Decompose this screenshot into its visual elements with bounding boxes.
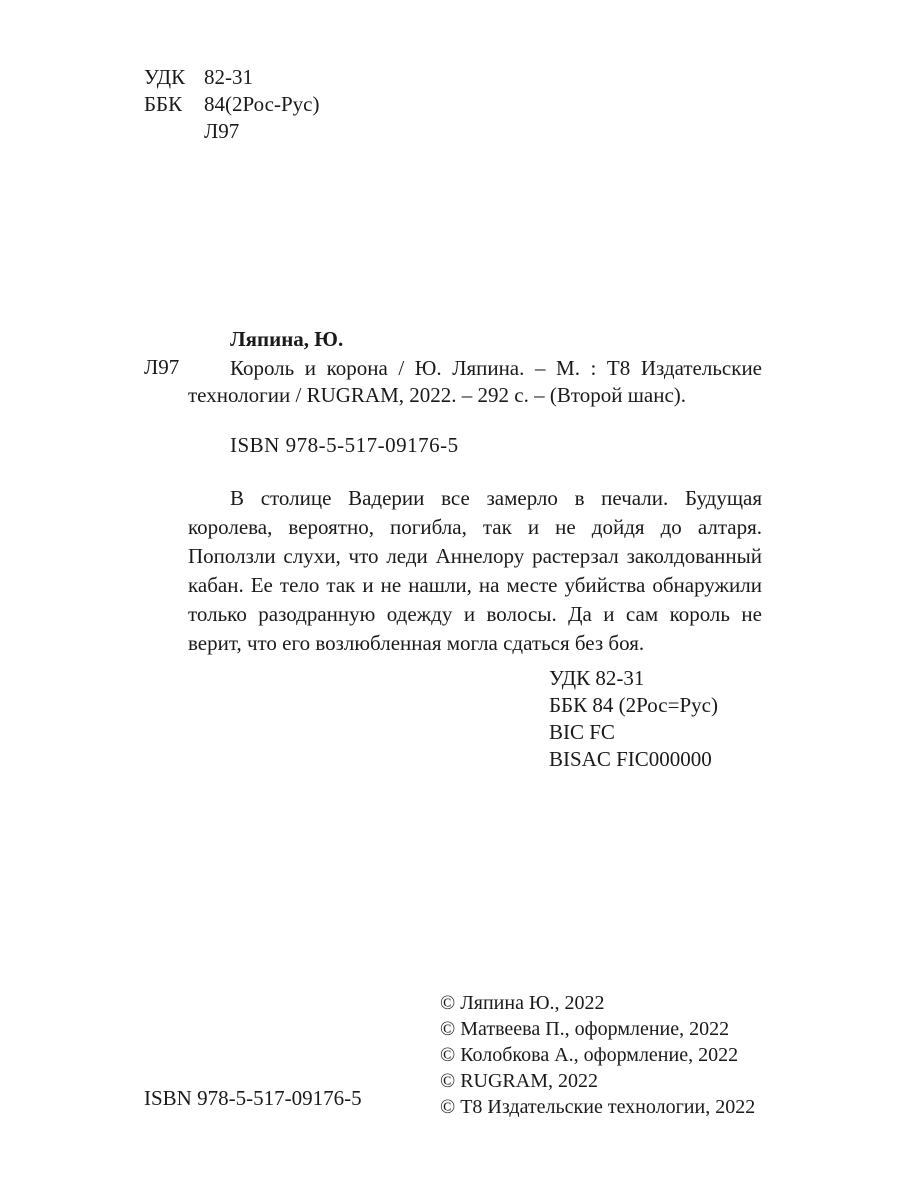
bbk-value: 84(2Рос-Рус) bbox=[204, 92, 320, 116]
copyright-line: © Т8 Издательские технологии, 2022 bbox=[440, 1096, 756, 1118]
classification-udk: УДК 82-31 bbox=[549, 666, 645, 690]
classification-block bbox=[549, 665, 718, 773]
udk-value: 82-31 bbox=[204, 65, 253, 89]
annotation-paragraph: В столице Вадерии все замерло в печали. Будущая королева, вероятно, погибла, так и не дойдя до алтаря. Поползли слухи, что леди Аннелору растерзал заколдованный кабан. Ее тело так и не нашли, на месте убийства обнаружили только разодранную одежду и волосы. Да и сам король не верит, что его возлюбленная могла сдаться без боя. bbox=[188, 486, 762, 655]
udk-label: УДК bbox=[144, 65, 186, 89]
copyright-line: © Колобкова А., оформление, 2022 bbox=[440, 1044, 739, 1066]
classification-bisac: BISAC FIC000000 bbox=[549, 747, 712, 771]
bbk-label: ББК bbox=[144, 92, 183, 116]
author-mark: Л97 bbox=[204, 119, 240, 143]
bbk-row bbox=[144, 91, 319, 118]
udk-row bbox=[144, 64, 319, 91]
catalog-author: Ляпина, Ю. bbox=[230, 327, 344, 351]
catalog-isbn: ISBN 978-5-517-09176-5 bbox=[230, 433, 459, 457]
classification-bic: BIC FC bbox=[549, 720, 615, 744]
copyright-block bbox=[440, 990, 755, 1120]
bibliographic-description: Король и корона / Ю. Ляпина. – М. : Т8 Издательские технологии / RUGRAM, 2022. – 292 с. – (Второй шанс). bbox=[188, 356, 762, 407]
bottom-isbn: ISBN 978-5-517-09176-5 bbox=[144, 1086, 362, 1110]
classification-bbk: ББК 84 (2Рос=Рус) bbox=[549, 693, 718, 717]
copyright-line: © RUGRAM, 2022 bbox=[440, 1070, 598, 1092]
catalog-index: Л97 bbox=[144, 355, 180, 379]
top-classification-codes bbox=[144, 64, 319, 145]
copyright-line: © Матвеева П., оформление, 2022 bbox=[440, 1018, 730, 1040]
copyright-line: © Ляпина Ю., 2022 bbox=[440, 992, 605, 1014]
